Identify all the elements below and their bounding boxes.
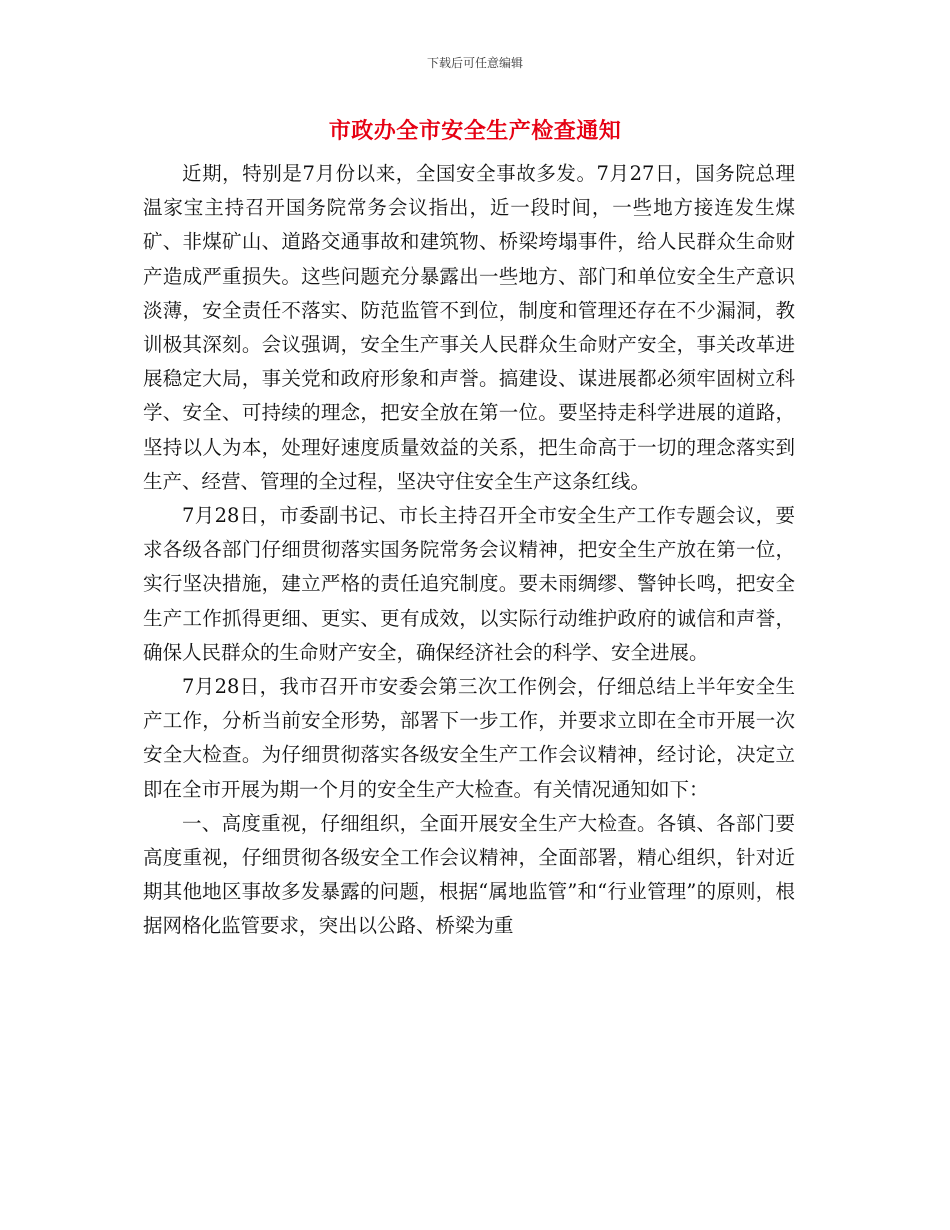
paragraph-1: 近期，特别是7月份以来，全国安全事故多发。7月27日，国务院总理温家宝主持召开国务院常务会议指出，近一段时间，一些地方接连发生煤矿、非煤矿山、道路交通事故和建筑物、桥梁垮塌事件，给人民群众生命财产造成严重损失。这些问题充分暴露出一些地方、部门和单位安全生产意识淡薄，安全责任不落实、防范监管不到位，制度和管理还存在不少漏洞，教训极其深刻。会议强调，安全生产事关人民群众生命财产安全，事关改革进展稳定大局，事关党和政府形象和声誉。搞建设、谋进展都必须牢固树立科学、安全、可持续的理念，把安全放在第一位。要坚持走科学进展的道路，坚持以人为本，处理好速度质量效益的关系，把生命高于一切的理念落实到生产、经营、管理的全过程，坚决守住安全生产这条红线。	[143, 162, 795, 493]
document-body	[143, 157, 795, 944]
paragraph-4: 一、高度重视，仔细组织，全面开展安全生产大检查。各镇、各部门要高度重视，仔细贯彻各级安全工作会议精神，全面部署，精心组织，针对近期其他地区事故多发暴露的问题，根据“属地监管”和“行业管理”的原则，根据网格化监管要求，突出以公路、桥梁为重	[143, 811, 795, 938]
paragraph-3: 7月28日，我市召开市安委会第三次工作例会，仔细总结上半年安全生产工作，分析当前安全形势，部署下一步工作，并要求立即在全市开展一次安全大检查。为仔细贯彻落实各级安全生产工作会议精神，经讨论，决定立即在全市开展为期一个月的安全生产大检查。有关情况通知如下：	[143, 675, 795, 801]
document-title: 市政办全市安全生产检查通知	[328, 118, 622, 144]
paragraph-2: 7月28日，市委副书记、市长主持召开全市安全生产工作专题会议，要求各级各部门仔细贯彻落实国务院常务会议精神，把安全生产放在第一位，实行坚决措施，建立严格的责任追究制度。要未雨绸缪、警钟长鸣，把安全生产工作抓得更细、更实、更有成效，以实际行动维护政府的诚信和声誉，确保人民群众的生命财产安全，确保经济社会的科学、安全进展。	[143, 504, 795, 664]
header-note: 下载后可任意编辑	[426, 56, 523, 70]
